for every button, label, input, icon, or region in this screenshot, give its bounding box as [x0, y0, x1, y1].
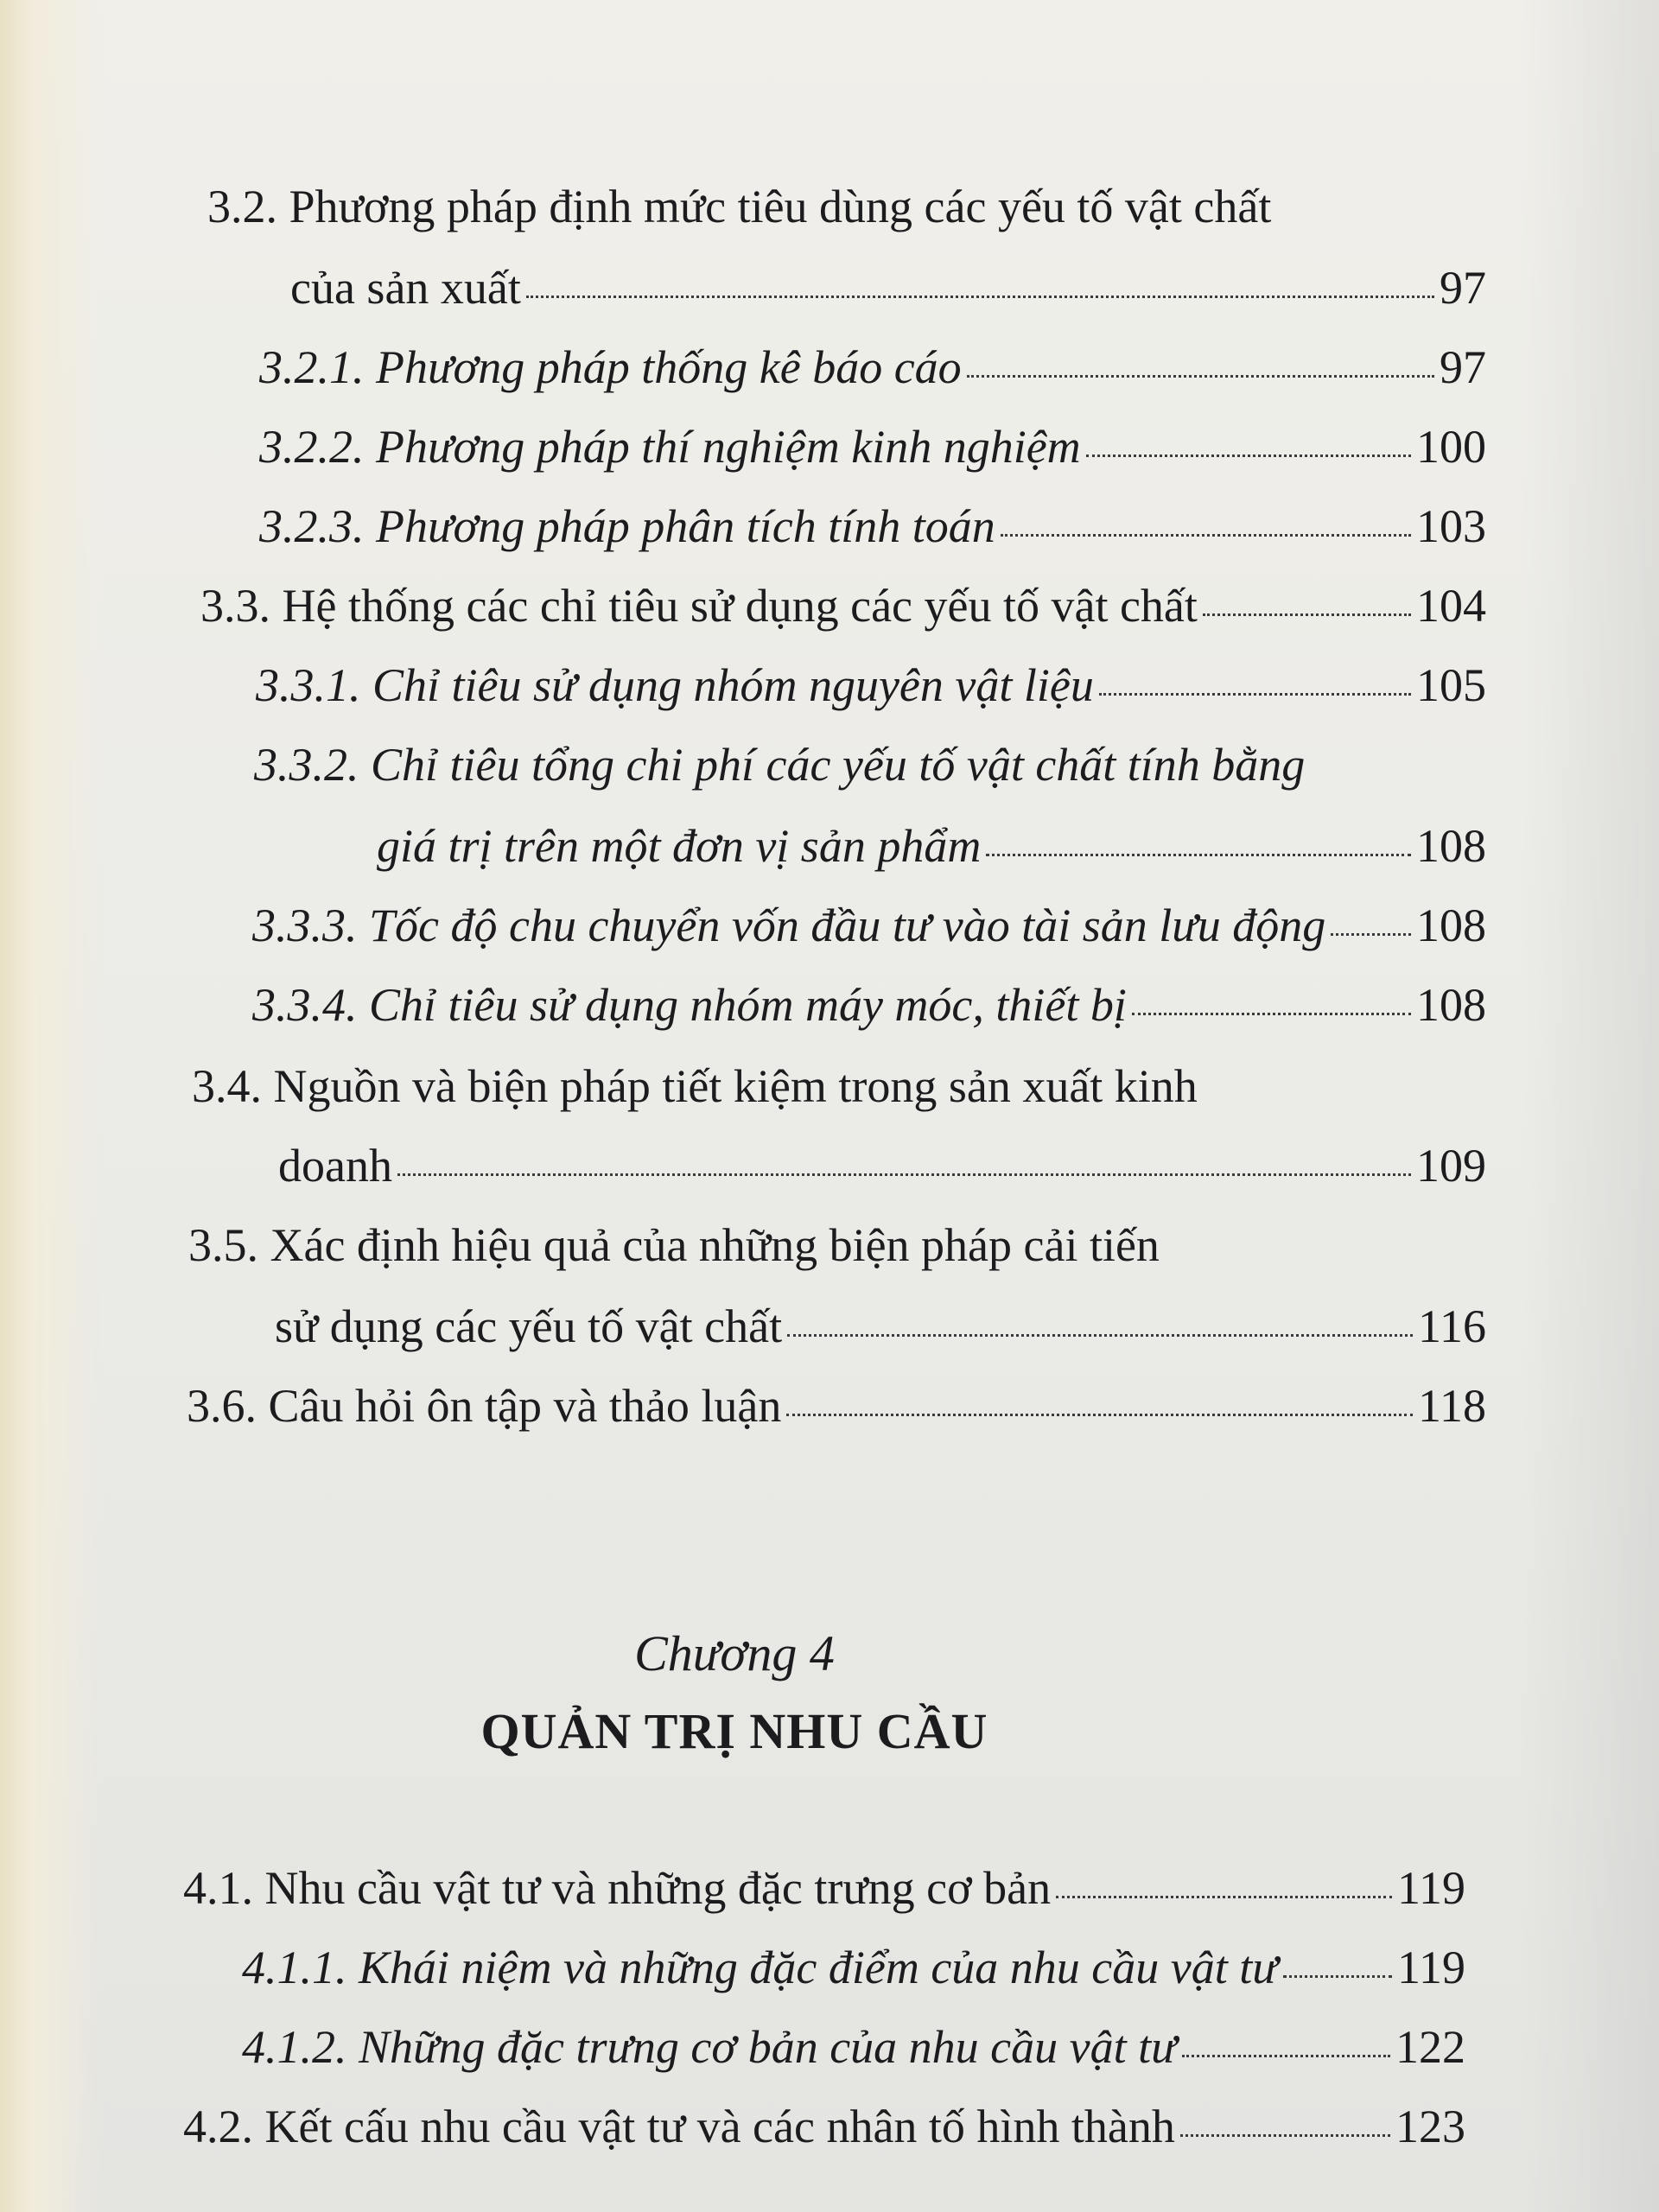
- leader-dots: [786, 1414, 1413, 1416]
- toc-entry-3-2-line1: 3.2. Phương pháp định mức tiêu dùng các yếu tố vật chất: [207, 181, 1272, 232]
- toc-entry-label: của sản xuất: [290, 262, 521, 314]
- chapter-title: QUẢN TRỊ NHU CẦU: [480, 1703, 988, 1759]
- toc-page-number: 105: [1416, 659, 1486, 711]
- toc-page-number: 103: [1416, 500, 1486, 552]
- toc-entry-4-2[interactable]: [183, 2103, 1465, 2150]
- toc-entry-label: 3.3.1. Chỉ tiêu sử dụng nhóm nguyên vật liệu: [256, 659, 1094, 711]
- toc-entry-label: 3.3.4. Chỉ tiêu sử dụng nhóm máy móc, thiết bị: [252, 979, 1127, 1031]
- toc-entry-label: doanh: [278, 1140, 392, 1192]
- leader-dots: [1086, 454, 1411, 457]
- toc-page-number: 97: [1440, 341, 1486, 393]
- toc-page-number: 109: [1416, 1140, 1486, 1192]
- toc-entry-4-1-1[interactable]: [242, 1944, 1465, 1991]
- toc-entry-label: 4.1.2. Những đặc trưng cơ bản của nhu cầu vật tư: [242, 2021, 1177, 2073]
- chapter-label: Chương 4: [634, 1625, 835, 1681]
- leader-dots: [1132, 1013, 1411, 1015]
- toc-entry-label: 4.1.1. Khái niệm và những đặc điểm của nhu cầu vật tư: [242, 1942, 1278, 1993]
- toc-page-number: 119: [1397, 1862, 1465, 1914]
- leader-dots: [1099, 693, 1411, 696]
- toc-entry-3-5[interactable]: [275, 1300, 1486, 1352]
- toc-entry-4-1[interactable]: [183, 1862, 1465, 1914]
- page-shadow: [1521, 0, 1659, 2212]
- toc-entry-4-1-2[interactable]: [242, 2021, 1465, 2073]
- toc-entry-label: 4.2. Kết cấu nhu cầu vật tư và các nhân tố hình thành: [183, 2101, 1175, 2152]
- toc-entry-label: 4.1. Nhu cầu vật tư và những đặc trưng cơ bản: [183, 1862, 1052, 1914]
- leader-dots: [1182, 2055, 1390, 2057]
- toc-page-number: 108: [1416, 820, 1486, 872]
- toc-entry-3-2[interactable]: [290, 262, 1486, 314]
- leader-dots: [787, 1334, 1413, 1337]
- toc-page-number: 123: [1395, 2101, 1465, 2152]
- toc-page-number: 100: [1416, 421, 1486, 473]
- toc-page-number: 108: [1416, 979, 1486, 1031]
- toc-entry-3-3-4[interactable]: [252, 979, 1486, 1031]
- toc-page-number: 97: [1440, 262, 1486, 314]
- toc-entry-label: 3.2.2. Phương pháp thí nghiệm kinh nghiệm: [259, 421, 1081, 473]
- toc-entry-label: sử dụng các yếu tố vật chất: [275, 1300, 783, 1352]
- toc-entry-3-5-line1: 3.5. Xác định hiệu quả của những biện pháp cải tiến: [188, 1219, 1160, 1271]
- toc-entry-3-2-3[interactable]: [259, 500, 1486, 552]
- leader-dots: [1283, 1975, 1392, 1978]
- toc-entry-3-3-3[interactable]: [252, 899, 1486, 951]
- leader-dots: [397, 1173, 1411, 1176]
- toc-entry-label: giá trị trên một đơn vị sản phẩm: [377, 820, 982, 872]
- leader-dots: [967, 375, 1434, 378]
- toc-page-number: 104: [1416, 580, 1486, 632]
- leader-dots: [986, 854, 1411, 856]
- toc-entry-3-6[interactable]: [187, 1380, 1486, 1432]
- toc-entry-label: 3.2.1. Phương pháp thống kê báo cáo: [259, 341, 962, 393]
- toc-entry-label: 3.6. Câu hỏi ôn tập và thảo luận: [187, 1380, 782, 1432]
- toc-entry-3-3[interactable]: [200, 580, 1486, 632]
- toc-page-number: 116: [1418, 1300, 1486, 1352]
- toc-entry-3-3-1[interactable]: [256, 659, 1486, 711]
- toc-entry-label: 3.3.3. Tốc độ chu chuyển vốn đầu tư vào tài sản lưu động: [252, 899, 1326, 951]
- toc-entry-label: 3.3. Hệ thống các chỉ tiêu sử dụng các yếu tố vật chất: [200, 580, 1198, 632]
- leader-dots: [1001, 534, 1411, 537]
- toc-entry-3-4-line1: 3.4. Nguồn và biện pháp tiết kiệm trong sản xuất kinh: [192, 1060, 1198, 1112]
- toc-entry-3-3-2-line1: 3.3.2. Chỉ tiêu tổng chi phí các yếu tố vật chất tính bằng: [254, 739, 1306, 791]
- leader-dots: [1331, 933, 1411, 936]
- toc-entry-label: 3.2.3. Phương pháp phân tích tính toán: [259, 500, 995, 552]
- toc-page-number: 108: [1416, 899, 1486, 951]
- toc-entry-3-3-2[interactable]: [377, 820, 1486, 872]
- leader-dots: [1203, 613, 1411, 616]
- toc-page-number: 118: [1418, 1380, 1486, 1432]
- leader-dots: [1180, 2134, 1390, 2137]
- toc-entry-3-4[interactable]: [278, 1140, 1486, 1192]
- toc-entry-3-2-1[interactable]: [259, 341, 1486, 393]
- leader-dots: [526, 296, 1434, 298]
- leader-dots: [1056, 1896, 1392, 1898]
- toc-page-number: 119: [1397, 1942, 1465, 1993]
- toc-entry-3-2-2[interactable]: [259, 421, 1486, 473]
- toc-page-number: 122: [1395, 2021, 1465, 2073]
